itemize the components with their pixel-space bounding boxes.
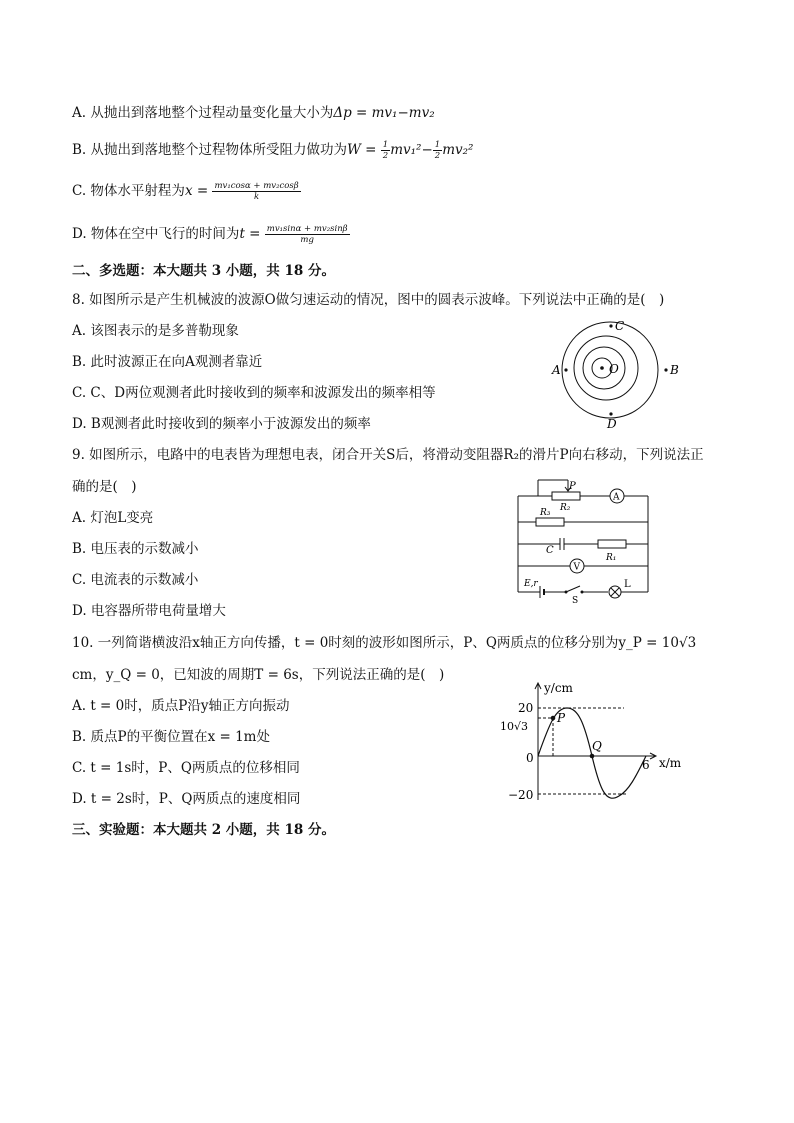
q9-option-d: D. 电容器所带电荷量增大 xyxy=(72,603,226,619)
section-2-title: 二、多选题：本大题共 3 小题，共 18 分。 xyxy=(72,263,335,279)
q9-label-p: P xyxy=(569,481,576,492)
q8-label-o: O xyxy=(609,362,619,376)
q7-option-b: B. 从抛出到落地整个过程物体所受阻力做功为W = $\frac{1}{2}$ mv₁²− $\frac{1}{2}$ mv₂² xyxy=(72,140,474,161)
q9-circuit-figure xyxy=(510,474,656,604)
q8-label-a: A xyxy=(552,363,561,377)
q8-label-d: D xyxy=(607,417,617,430)
q10-point-p-dot xyxy=(551,716,556,721)
q10-label-p: P xyxy=(557,711,566,725)
q7-option-c-frac: $\frac{\text{mv₁cosα + mv₂cosβ}}{k}$ xyxy=(214,181,299,202)
q7-option-a: A. 从抛出到落地整个过程动量变化量大小为Δp = mv₁−mv₂ xyxy=(72,105,435,121)
q10-option-d: D. t = 2s时，P、Q两质点的速度相同 xyxy=(72,791,301,807)
q10-option-a: A. t = 0时，质点P沿y轴正方向振动 xyxy=(72,698,290,714)
q9-option-a: A. 灯泡L变亮 xyxy=(72,510,154,526)
q7-option-c: C. 物体水平射程为x = $\frac{\text{mv₁cosα + mv₂cosβ}}{k}$ xyxy=(72,181,299,202)
q10-label-q: Q xyxy=(592,739,602,753)
q9-label-c: C xyxy=(546,545,554,556)
q10-tick-6: 6 xyxy=(642,758,650,772)
q9-label-lamp: L xyxy=(624,579,631,590)
q7-option-d: D. 物体在空中飞行的时间为t = $\frac{\text{mv₁sinα + mv₂sinβ}}{mg}$ xyxy=(72,224,348,245)
q10-tick-0: 0 xyxy=(526,751,534,765)
q9-label-source: E,r xyxy=(524,579,538,589)
q10-stem-line1: 10. 一列简谐横波沿x轴正方向传播，t = 0时刻的波形如图所示，P、Q两质点的位移分别为y_P = 10√3 xyxy=(72,635,697,651)
q7-option-d-frac: $\frac{\text{mv₁sinα + mv₂sinβ}}{mg}$ xyxy=(266,224,348,245)
q7-option-b-frac2: $\frac{1}{2}$ xyxy=(434,140,441,161)
q8-stem: 8. 如图所示是产生机械波的波源O做匀速运动的情况，图中的圆表示波峰。下列说法中正确的是( ) xyxy=(72,292,665,308)
q10-stem-line2: cm，y_Q = 0，已知波的周期T = 6s，下列说法正确的是( ) xyxy=(72,667,445,683)
q9-option-b: B. 电压表的示数减小 xyxy=(72,541,199,557)
q10-point-q-dot xyxy=(590,754,595,759)
q10-x-axis-label: x/m xyxy=(659,756,682,770)
q8-option-b: B. 此时波源正在向A观测者靠近 xyxy=(72,354,263,370)
q9-label-r1: R₁ xyxy=(606,553,617,563)
q9-option-c: C. 电流表的示数减小 xyxy=(72,572,199,588)
q9-stem-line2: 确的是( ) xyxy=(72,479,137,495)
q10-y-axis-label: y/cm xyxy=(544,681,573,695)
q8-label-c: C xyxy=(615,319,625,333)
q7-option-b-frac1: $\frac{1}{2}$ xyxy=(382,140,389,161)
q9-label-r3: R₃ xyxy=(540,508,551,518)
q9-label-r2: R₂ xyxy=(560,503,571,513)
q10-tick-20: 20 xyxy=(518,701,534,715)
q8-label-b: B xyxy=(670,363,679,377)
q8-doppler-figure xyxy=(548,318,688,430)
q9-stem-line1: 9. 如图所示，电路中的电表皆为理想电表，闭合开关S后，将滑动变阻器R₂的滑片P向右移动，下列说法正 xyxy=(72,447,704,463)
section-3-title: 三、实验题：本大题共 2 小题，共 18 分。 xyxy=(72,822,335,838)
q9-ammeter-label: A xyxy=(613,492,620,503)
q8-option-c: C. C、D两位观测者此时接收到的频率和波源发出的频率相等 xyxy=(72,385,436,401)
q7-option-a-formula: Δp = mv₁−mv₂ xyxy=(333,105,435,121)
q8-option-a: A. 该图表示的是多普勒现象 xyxy=(72,323,239,339)
q10-tick-10r3: 10√3 xyxy=(500,720,529,733)
q10-option-c: C. t = 1s时，P、Q两质点的位移相同 xyxy=(72,760,300,776)
q9-label-switch: S xyxy=(572,596,579,604)
q10-tick-neg20: −20 xyxy=(508,788,534,802)
q9-voltmeter-label: V xyxy=(573,562,580,573)
q8-option-d: D. B观测者此时接收到的频率小于波源发出的频率 xyxy=(72,416,371,432)
q10-wave-graph xyxy=(498,676,698,804)
q10-option-b: B. 质点P的平衡位置在x = 1m处 xyxy=(72,729,270,745)
